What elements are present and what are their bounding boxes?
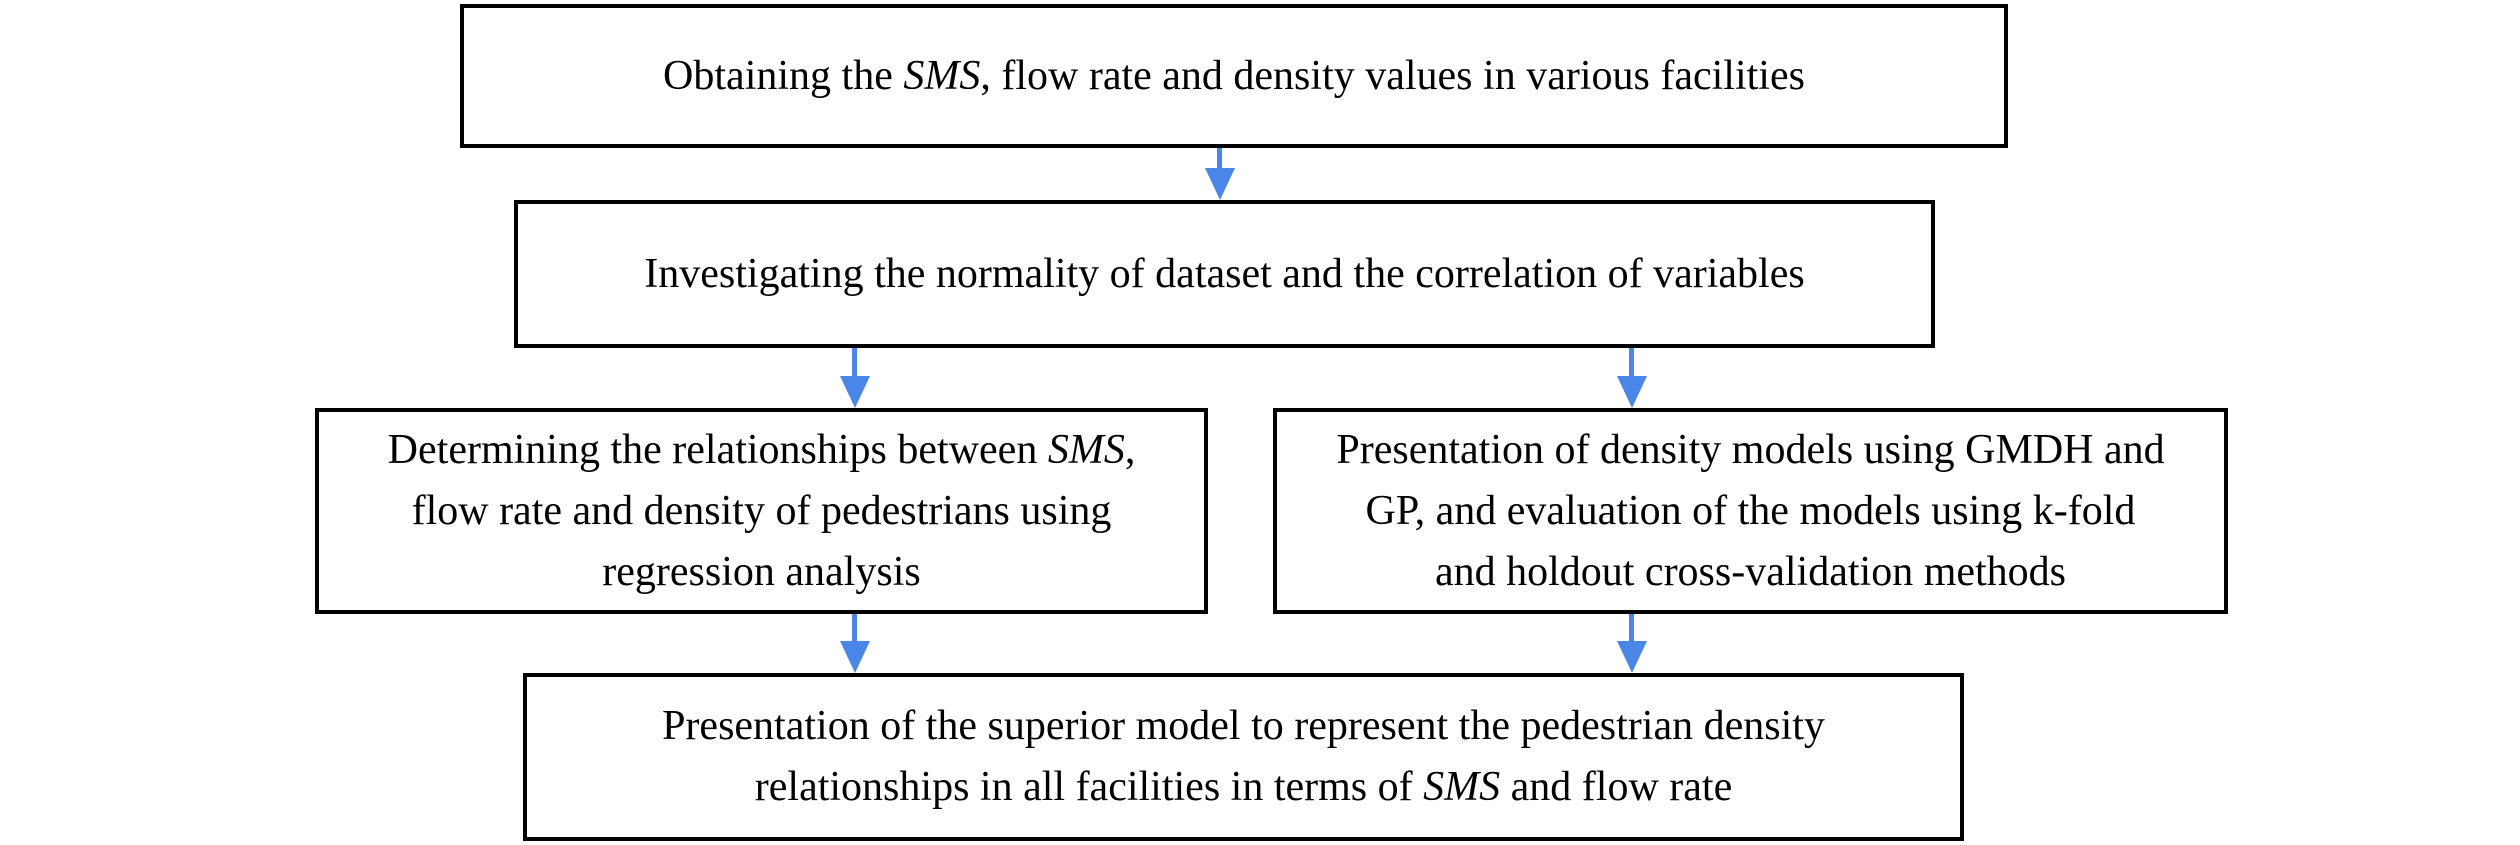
arrow-down-icon (840, 376, 870, 408)
flow-box-normality-correlation (514, 200, 1935, 348)
flow-arrow-box3-to-box5 (840, 614, 870, 673)
text-run: Obtaining the (663, 52, 904, 99)
flow-box-regression-relationships (315, 408, 1208, 614)
flow-box-text (662, 696, 1825, 757)
flow-arrow-box4-to-box5 (1617, 614, 1647, 673)
flow-box-text (1366, 481, 2136, 542)
flow-box-obtaining-data (460, 4, 2008, 148)
arrow-stem (852, 348, 857, 379)
flow-box-text (644, 244, 1804, 305)
text-run: regression analysis (602, 548, 921, 595)
text-run: and flow rate (1500, 764, 1733, 810)
text-run: Determining the relationships between (387, 426, 1048, 473)
arrow-down-icon (1617, 376, 1647, 408)
arrow-down-icon (840, 641, 870, 673)
arrow-stem (852, 614, 857, 644)
flow-box-text (602, 542, 920, 603)
text-run: , (1124, 426, 1136, 473)
flow-box-text (755, 757, 1732, 818)
arrow-stem (1629, 614, 1634, 644)
text-run: relationships in all facilities in terms of (754, 764, 1424, 810)
flow-arrow-box2-to-box4 (1617, 348, 1647, 408)
text-run: and holdout cross-validation methods (1434, 548, 2067, 595)
arrow-down-icon (1205, 168, 1235, 200)
text-run-italic: SMS (1047, 426, 1125, 473)
text-run: Presentation of the superior model to represent the pedestrian density (662, 703, 1825, 749)
flow-box-text (388, 420, 1136, 481)
arrow-stem (1629, 348, 1634, 379)
flow-box-text (1336, 420, 2164, 481)
flow-box-text (1435, 542, 2066, 603)
text-run: Presentation of density models using GMDH and (1336, 426, 2165, 473)
flow-box-text (412, 481, 1112, 542)
flow-box-text (663, 46, 1805, 107)
flow-box-gmdh-gp-models (1273, 408, 2228, 614)
text-run: Investigating the normality of dataset and the correlation of variables (644, 250, 1805, 297)
text-run: GP, and evaluation of the models using k-fold (1365, 487, 2136, 534)
text-run-italic: SMS (1423, 764, 1501, 810)
flow-arrow-box1-to-box2 (1205, 148, 1235, 200)
flow-arrow-box2-to-box3 (840, 348, 870, 408)
text-run: flow rate and density of pedestrians using (411, 487, 1112, 534)
flow-box-superior-model (523, 673, 1964, 841)
text-run-italic: SMS (903, 52, 981, 99)
arrow-down-icon (1617, 641, 1647, 673)
text-run: , flow rate and density values in various facilities (980, 52, 1805, 99)
